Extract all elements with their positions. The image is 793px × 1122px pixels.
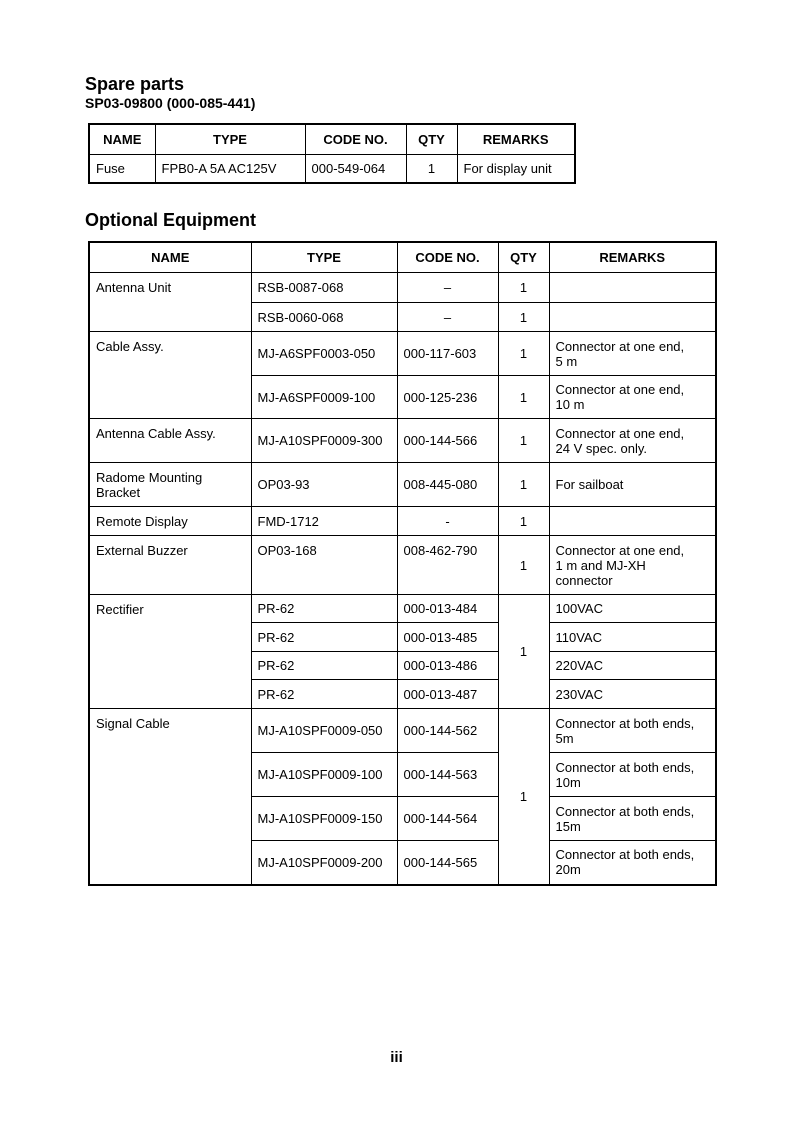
spare-parts-title: Spare parts bbox=[85, 74, 185, 94]
remarks-line: 5m bbox=[555, 730, 574, 746]
cell-type: FPB0-A 5A AC125V bbox=[155, 155, 305, 184]
cell-remarks bbox=[549, 709, 716, 753]
header-name: NAME bbox=[89, 124, 155, 155]
cell-qty: 1 bbox=[498, 709, 549, 885]
cell-qty: 1 bbox=[498, 507, 549, 536]
cell-remarks bbox=[549, 841, 716, 885]
cell-type: MJ-A10SPF0009-300 bbox=[251, 419, 397, 463]
remarks-line: Connector at both ends, bbox=[555, 847, 695, 863]
cell-type: PR-62 bbox=[251, 680, 397, 709]
cell-type: PR-62 bbox=[251, 595, 397, 623]
header-qty: QTY bbox=[406, 124, 457, 155]
remarks-line: 20m bbox=[555, 862, 581, 878]
cell-name: Signal Cable bbox=[89, 709, 251, 885]
cell-code: – bbox=[397, 303, 498, 332]
cell-code: 000-125-236 bbox=[397, 376, 498, 419]
cell-remarks bbox=[549, 332, 716, 376]
cell-remarks bbox=[549, 303, 716, 332]
header-remarks: REMARKS bbox=[549, 242, 716, 273]
cell-code: – bbox=[397, 273, 498, 303]
remarks-line: Connector at one end, bbox=[555, 338, 685, 354]
cell-type: MJ-A6SPF0003-050 bbox=[251, 332, 397, 376]
cell-name: Antenna Cable Assy. bbox=[89, 419, 251, 463]
remarks-line: 10m bbox=[555, 774, 581, 790]
cell-code: 000-144-564 bbox=[397, 797, 498, 841]
cell-code: 008-445-080 bbox=[397, 463, 498, 507]
cell-remarks: 110VAC bbox=[549, 623, 716, 652]
table-row bbox=[89, 536, 716, 595]
remarks-line: Connector at one end, bbox=[555, 425, 685, 441]
table-row bbox=[89, 709, 716, 753]
cell-remarks: 220VAC bbox=[549, 652, 716, 680]
cell-name: Rectifier bbox=[89, 595, 251, 709]
cell-type: PR-62 bbox=[251, 623, 397, 652]
table-row bbox=[89, 507, 716, 536]
cell-qty: 1 bbox=[498, 332, 549, 376]
table-header-row bbox=[89, 242, 716, 273]
table-row bbox=[89, 273, 716, 303]
cell-code: 008-462-790 bbox=[397, 536, 498, 595]
table-header-row bbox=[89, 124, 575, 155]
cell-type: MJ-A10SPF0009-200 bbox=[251, 841, 397, 885]
spare-parts-table bbox=[88, 123, 576, 184]
cell-qty: 1 bbox=[498, 419, 549, 463]
remarks-line: connector bbox=[555, 572, 613, 588]
cell-type: MJ-A6SPF0009-100 bbox=[251, 376, 397, 419]
cell-remarks: 100VAC bbox=[549, 595, 716, 623]
table-row bbox=[89, 419, 716, 463]
cell-name: External Buzzer bbox=[89, 536, 251, 595]
cell-code: 000-144-562 bbox=[397, 709, 498, 753]
cell-remarks: 230VAC bbox=[549, 680, 716, 709]
header-code: CODE NO. bbox=[397, 242, 498, 273]
header-remarks: REMARKS bbox=[457, 124, 575, 155]
cell-qty: 1 bbox=[498, 463, 549, 507]
cell-remarks bbox=[549, 536, 716, 595]
header-type: TYPE bbox=[251, 242, 397, 273]
cell-remarks bbox=[549, 753, 716, 797]
cell-code: 000-144-566 bbox=[397, 419, 498, 463]
remarks-line: Connector at both ends, bbox=[555, 803, 695, 819]
cell-remarks bbox=[549, 419, 716, 463]
table-row bbox=[89, 463, 716, 507]
name-line: Bracket bbox=[96, 484, 141, 500]
table-row bbox=[89, 595, 716, 623]
cell-type: RSB-0060-068 bbox=[251, 303, 397, 332]
cell-remarks bbox=[549, 797, 716, 841]
cell-qty: 1 bbox=[498, 536, 549, 595]
cell-qty: 1 bbox=[498, 273, 549, 303]
cell-code: 000-144-565 bbox=[397, 841, 498, 885]
table-row bbox=[89, 155, 575, 184]
cell-code: 000-013-485 bbox=[397, 623, 498, 652]
header-code: CODE NO. bbox=[305, 124, 406, 155]
cell-type: RSB-0087-068 bbox=[251, 273, 397, 303]
header-qty: QTY bbox=[498, 242, 549, 273]
cell-remarks bbox=[549, 376, 716, 419]
remarks-line: 15m bbox=[555, 818, 581, 834]
page-number: iii bbox=[390, 1049, 403, 1066]
cell-code: 000-013-484 bbox=[397, 595, 498, 623]
cell-code: - bbox=[397, 507, 498, 536]
optional-equipment-title: Optional Equipment bbox=[85, 210, 256, 230]
cell-name: Antenna Unit bbox=[89, 273, 251, 332]
spare-parts-code: SP03-09800 (000-085-441) bbox=[85, 95, 256, 111]
remarks-line: Connector at one end, bbox=[555, 542, 685, 558]
cell-remarks bbox=[549, 507, 716, 536]
cell-type: MJ-A10SPF0009-050 bbox=[251, 709, 397, 753]
cell-type: FMD-1712 bbox=[251, 507, 397, 536]
remarks-line: Connector at both ends, bbox=[555, 715, 695, 731]
cell-remarks bbox=[549, 273, 716, 303]
cell-name: Cable Assy. bbox=[89, 332, 251, 419]
cell-remarks: For sailboat bbox=[549, 463, 716, 507]
cell-type: PR-62 bbox=[251, 652, 397, 680]
cell-name: Remote Display bbox=[89, 507, 251, 536]
cell-code: 000-013-486 bbox=[397, 652, 498, 680]
remarks-line: Connector at both ends, bbox=[555, 759, 695, 775]
remarks-line: 10 m bbox=[555, 397, 585, 412]
cell-type: OP03-93 bbox=[251, 463, 397, 507]
cell-code: 000-013-487 bbox=[397, 680, 498, 709]
name-line: Radome Mounting bbox=[96, 469, 203, 485]
remarks-line: 1 m and MJ-XH bbox=[555, 557, 646, 573]
remarks-line: Connector at one end, bbox=[555, 382, 685, 397]
cell-qty: 1 bbox=[498, 595, 549, 709]
cell-qty: 1 bbox=[498, 303, 549, 332]
header-type: TYPE bbox=[155, 124, 305, 155]
cell-code: 000-549-064 bbox=[305, 155, 406, 184]
cell-code: 000-117-603 bbox=[397, 332, 498, 376]
cell-code: 000-144-563 bbox=[397, 753, 498, 797]
cell-qty: 1 bbox=[498, 376, 549, 419]
cell-type: MJ-A10SPF0009-150 bbox=[251, 797, 397, 841]
cell-name bbox=[89, 463, 251, 507]
cell-name: Fuse bbox=[89, 155, 155, 184]
cell-qty: 1 bbox=[406, 155, 457, 184]
optional-equipment-table bbox=[88, 241, 717, 886]
cell-type: OP03-168 bbox=[251, 536, 397, 595]
remarks-line: 5 m bbox=[555, 353, 578, 369]
table-row bbox=[89, 332, 716, 376]
header-name: NAME bbox=[89, 242, 251, 273]
remarks-line: 24 V spec. only. bbox=[555, 440, 648, 456]
cell-remarks: For display unit bbox=[457, 155, 575, 184]
cell-type: MJ-A10SPF0009-100 bbox=[251, 753, 397, 797]
